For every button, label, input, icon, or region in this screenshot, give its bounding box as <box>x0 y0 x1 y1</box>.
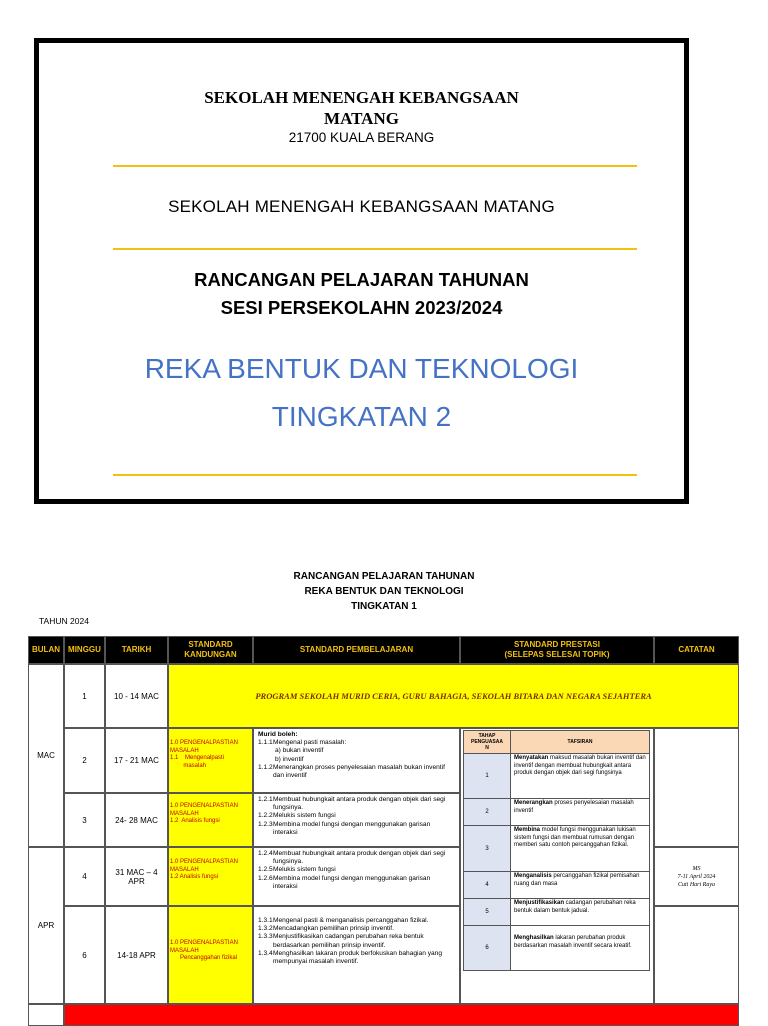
year-label: TAHUN 2024 <box>39 616 89 626</box>
header-standard-kandungan <box>168 636 253 664</box>
learning-standard-text: Melukis sistem fungsi <box>273 812 336 820</box>
week-cell: 6 <box>64 906 105 1004</box>
learning-standard-code: 1.3.4 <box>258 949 273 957</box>
learning-standard-code: 1.2.6 <box>258 874 273 882</box>
note-cell <box>654 906 739 1004</box>
tp-description <box>510 798 650 826</box>
gold-divider <box>113 248 637 250</box>
tp-keyword: Menerangkan <box>514 800 553 806</box>
tafsiran-header: TAFSIRAN <box>510 730 650 754</box>
tp-keyword: Menjustifikasikan <box>514 900 565 906</box>
tp-keyword: Menghasilkan <box>514 935 554 941</box>
header-standard-pembelajaran: STANDARD PEMBELAJARAN <box>253 636 460 664</box>
content-standard-cell <box>168 793 253 847</box>
learning-standard-code: 1.1.2 <box>258 763 273 771</box>
content-standard-cell <box>168 906 253 1004</box>
learning-standard-cell <box>253 793 460 847</box>
learning-standard-text: Menerangkan proses penyelesaian masalah bukan inventif dan inventif <box>273 763 445 780</box>
learning-standard-cell <box>253 847 460 906</box>
week-cell: 3 <box>64 793 105 847</box>
note-line: MS <box>692 865 701 872</box>
learning-standard-text: Membuat hubungkait antara produk dengan objek dari segi fungsinya. <box>273 850 446 866</box>
tp-text: proses penyelesaian masalah inventif <box>514 800 634 814</box>
program-banner: PROGRAM SEKOLAH MURID CERIA, GURU BAHAGIA, SEKOLAH BITARA DAN NEGARA SEJAHTERA <box>168 664 739 728</box>
date-line: APR <box>128 876 145 886</box>
learning-standard-text: Melukis sistem fungsi <box>273 866 336 874</box>
gold-divider <box>113 474 637 476</box>
learning-standard-cell <box>253 906 460 1004</box>
learning-standard-code: 1.2.1 <box>258 796 273 803</box>
header-spr-line2: (SELEPAS SELESAI TOPIK) <box>504 650 610 659</box>
tp-description <box>510 871 650 899</box>
content-standard-line: 1.0 PENGENALPASTIAN <box>170 740 238 746</box>
content-standard-line: 1.2 Analisis fungsi <box>170 874 219 880</box>
content-standard-line: masalah <box>170 762 207 769</box>
tp-level: 3 <box>463 825 511 872</box>
content-standard-line: MASALAH <box>170 947 199 954</box>
header-sk-line1: STANDARD <box>188 640 233 649</box>
month-cell <box>28 1004 64 1026</box>
learning-standard-text: Membina model fungsi dengan menggunakan garisan interaksi <box>273 874 431 890</box>
note-line: Cuti Hari Raya <box>678 881 715 888</box>
tp-level: 6 <box>463 925 511 971</box>
content-standard-line: 1.1 Mengenalpasti <box>170 755 225 761</box>
section-title-3: TINGKATAN 1 <box>351 601 417 612</box>
header-sk-line2: KANDUNGAN <box>184 650 237 659</box>
tp-level: 4 <box>463 871 511 899</box>
header-minggu: MINGGU <box>64 636 105 664</box>
tp-header-line: TAHAP <box>478 733 496 739</box>
learning-standard-code: 1.2.4 <box>258 850 273 857</box>
date-cell: 10 - 14 MAC <box>105 664 168 728</box>
content-standard-line: MASALAH <box>170 747 199 754</box>
cover-box <box>34 38 689 504</box>
content-standard-line: MASALAH <box>170 810 199 817</box>
tp-description <box>510 925 650 971</box>
holiday-band <box>64 1004 739 1026</box>
month-cell: MAC <box>28 664 64 847</box>
section-title-2: REKA BENTUK DAN TEKNOLOGI <box>304 586 464 597</box>
tp-description <box>510 898 650 926</box>
learning-standard-cell <box>253 728 460 793</box>
header-spr-line1: STANDARD PRESTASI <box>514 640 600 649</box>
learning-standard-code: 1.2.5 <box>258 866 273 874</box>
tp-level: 2 <box>463 798 511 826</box>
week-cell: 2 <box>64 728 105 793</box>
learning-standard-code: 1.3.1 <box>258 917 273 924</box>
content-standard-cell <box>168 728 253 793</box>
month-cell: APR <box>28 847 64 1004</box>
school-name-sans: SEKOLAH MENENGAH KEBANGSAAN MATANG <box>168 197 555 216</box>
tp-header-line: PENGUASAA <box>471 739 503 745</box>
tp-header-line: N <box>485 745 489 751</box>
learning-standard-text: Membina model fungsi dengan menggunakan garisan interaksi <box>273 820 431 836</box>
tp-keyword: Membina <box>514 827 541 833</box>
tp-description <box>510 825 650 872</box>
learning-standard-code: 1.3.3 <box>258 933 273 941</box>
note-cell <box>654 847 739 906</box>
learning-standard-text: Menghasilkan lakaran produk berfokuskan bahagian yang mempunyai masalah inventif. <box>273 949 442 966</box>
date-line: 31 MAC – 4 <box>115 867 158 877</box>
learning-standard-intro: Murid boleh: <box>258 731 298 738</box>
tp-description <box>510 753 650 799</box>
header-catatan: CATATAN <box>654 636 739 664</box>
week-cell: 4 <box>64 847 105 906</box>
tp-text: percanggahan fizikal pemisahan ruang dan masa <box>514 873 640 887</box>
content-standard-line: Pencanggahan fizikal <box>170 955 238 961</box>
learning-standard-text: Mencadangkan pemilihan prinsip inventif. <box>273 925 394 933</box>
date-cell: 17 - 21 MAC <box>105 728 168 793</box>
content-standard-line: MASALAH <box>170 866 199 873</box>
tp-text: model fungsi menggunakan lukisan sistem fungsi dan membuat rumusan dengan memberi satu contoh percanggahan fizikal. <box>514 827 636 848</box>
header-bulan: BULAN <box>28 636 64 664</box>
date-cell <box>105 847 168 906</box>
plan-title-line2: SESI PERSEKOLAHN 2023/2024 <box>220 297 503 318</box>
learning-standard-text: Membuat hubungkait antara produk dengan objek dari segi fungsinya. <box>273 796 446 812</box>
content-standard-line: 1.2 Analisis fungsi <box>170 818 220 824</box>
learning-standard-text: Mengenal pasti masalah: <box>273 739 347 747</box>
learning-standard-code: 1.2.3 <box>258 820 273 828</box>
learning-standard-subitem: b) inventif <box>275 755 304 763</box>
learning-standard-subitem: a) bukan inventif <box>275 747 324 755</box>
tp-text: maksud masalah bukan inventif dan inventif dengan membuat hubungkait antara produk dengan objek dari segi fungsinya <box>514 755 646 776</box>
note-cell <box>654 728 739 847</box>
section-title-1: RANCANGAN PELAJARAN TAHUNAN <box>293 571 475 582</box>
plan-title-line1: RANCANGAN PELAJARAN TAHUNAN <box>194 269 529 290</box>
form-title: TINGKATAN 2 <box>271 401 452 432</box>
learning-standard-code: 1.1.1 <box>258 739 273 747</box>
school-name-serif-line2: MATANG <box>324 109 399 128</box>
tp-level: 5 <box>463 898 511 926</box>
tp-keyword: Menganalisis <box>514 873 552 879</box>
learning-standard-text: Mengenal pasti & menganalisis percanggahan fizikal. <box>273 917 429 924</box>
date-cell: 14-18 APR <box>105 906 168 1004</box>
tp-level: 1 <box>463 753 511 799</box>
content-standard-line: 1.0 PENGENALPASTIAN <box>170 940 238 946</box>
tp-text: lakaran perubahan produk berdasarkan masalah inventif secara kreatif. <box>514 935 632 949</box>
tp-header <box>463 730 511 754</box>
learning-standard-code: 1.3.2 <box>258 925 273 933</box>
learning-standard-code: 1.2.2 <box>258 812 273 820</box>
content-standard-cell <box>168 847 253 906</box>
content-standard-line: 1.0 PENGENALPASTIAN <box>170 859 238 865</box>
school-address: 21700 KUALA BERANG <box>288 130 435 145</box>
week-cell: 1 <box>64 664 105 728</box>
learning-standard-text: Menjustifikasikan cadangan perubahan reka bentuk berdasarkan pemilihan prinsip inventif. <box>273 933 424 949</box>
school-name-serif-line1: SEKOLAH MENENGAH KEBANGSAAN <box>204 88 519 107</box>
date-cell: 24- 28 MAC <box>105 793 168 847</box>
tp-keyword: Menyatakan <box>514 755 549 761</box>
note-line: 7-11 April 2024 <box>677 873 716 880</box>
subject-title: REKA BENTUK DAN TEKNOLOGI <box>144 353 579 384</box>
header-tarikh: TARIKH <box>105 636 168 664</box>
tp-text: cadangan perubahan reka bentuk dalam bentuk jadual. <box>514 900 636 914</box>
gold-divider <box>113 165 637 167</box>
content-standard-line: 1.0 PENGENALPASTIAN <box>170 803 238 809</box>
header-standard-prestasi <box>460 636 654 664</box>
